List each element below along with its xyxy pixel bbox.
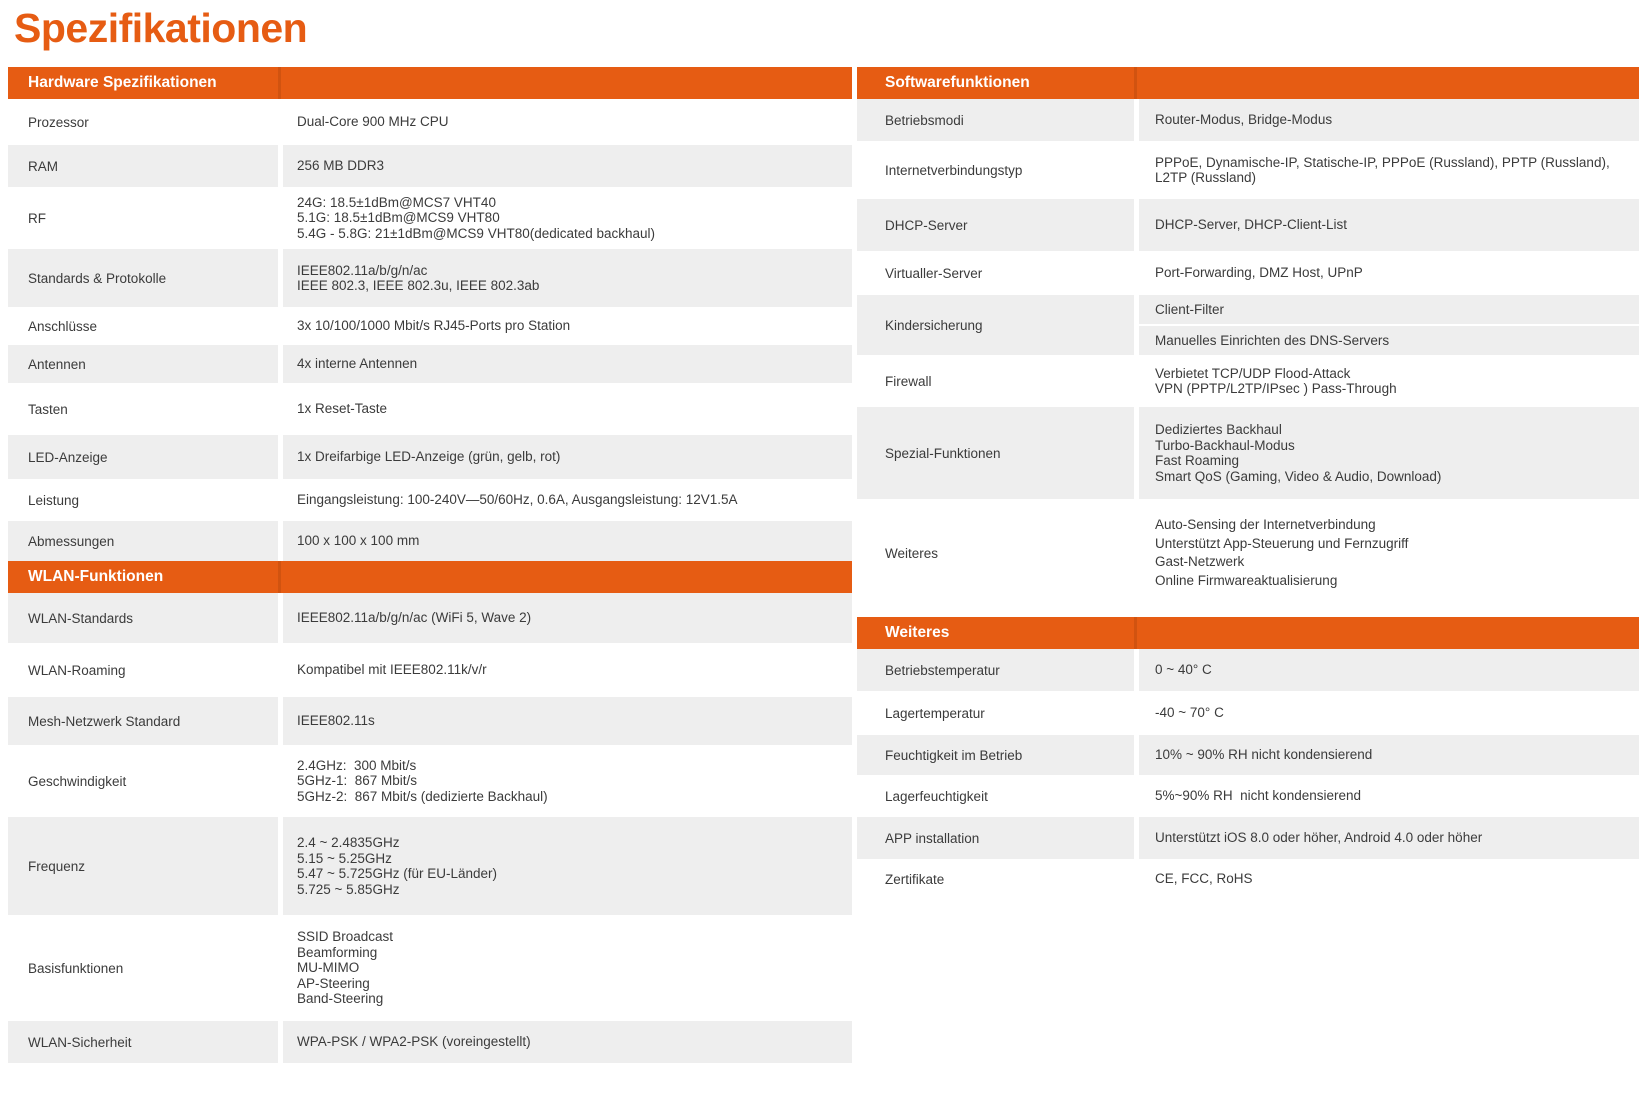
row-value-line: 5GHz-2: 867 Mbit/s (dedizierte Backhaul) xyxy=(297,788,548,804)
row-value-line: Verbietet TCP/UDP Flood-Attack xyxy=(1155,365,1351,381)
row-antennen xyxy=(8,345,852,383)
row-wlan-standards xyxy=(8,593,852,643)
row-betriebsmodi xyxy=(857,99,1639,141)
row-zertifikate xyxy=(857,859,1639,899)
row-standards-protokolle xyxy=(8,249,852,307)
row-weiteres xyxy=(857,499,1639,607)
row-label: Frequenz xyxy=(8,817,278,915)
row-value xyxy=(1139,295,1639,355)
row-value-line: 100 x 100 x 100 mm xyxy=(297,533,420,549)
row-value xyxy=(1139,407,1639,499)
row-label: Spezial-Funktionen xyxy=(857,407,1134,499)
row-value xyxy=(283,643,852,697)
row-value-line: Dediziertes Backhaul xyxy=(1155,422,1282,437)
section-weiteres xyxy=(857,617,1639,899)
row-value-line: IEEE802.11a/b/g/n/ac (WiFi 5, Wave 2) xyxy=(297,610,532,626)
row-value-line: 5%~90% RH nicht kondensierend xyxy=(1155,788,1362,804)
row-value xyxy=(283,745,852,817)
row-value xyxy=(1139,199,1639,251)
row-dhcp-server xyxy=(857,199,1639,251)
row-value xyxy=(1139,859,1639,899)
row-label: Leistung xyxy=(28,492,80,508)
row-value xyxy=(283,697,852,745)
row-value xyxy=(1139,251,1639,295)
row-geschwindigkeit xyxy=(8,745,852,817)
row-value-line: 256 MB DDR3 xyxy=(297,158,385,174)
row-label: Betriebstemperatur xyxy=(857,649,1134,691)
row-label: Geschwindigkeit xyxy=(28,773,127,789)
row-value-line: 5GHz-1: 867 Mbit/s xyxy=(297,773,418,789)
row-label: Zertifikate xyxy=(885,871,945,887)
row-label: WLAN-Roaming xyxy=(28,662,126,678)
row-tasten xyxy=(8,383,852,435)
row-label: Mesh-Netzwerk Standard xyxy=(8,697,278,745)
row-label: Weiteres xyxy=(885,545,939,561)
row-value xyxy=(283,187,852,249)
row-value-line: VPN (PPTP/L2TP/IPsec ) Pass-Through xyxy=(1155,381,1397,396)
row-betriebstemperatur xyxy=(857,649,1639,691)
row-wlan-sicherheit xyxy=(8,1021,852,1063)
row-label: Lagertemperatur xyxy=(885,705,985,721)
row-value-line: Port-Forwarding, DMZ Host, UPnP xyxy=(1155,265,1363,281)
row-label: WLAN-Sicherheit xyxy=(8,1021,278,1063)
row-value xyxy=(1139,775,1639,817)
row-value xyxy=(283,915,852,1021)
row-label: LED-Anzeige xyxy=(8,435,278,479)
row-label: Lagerfeuchtigkeit xyxy=(885,788,988,804)
row-value xyxy=(1139,649,1639,691)
row-anschl-sse xyxy=(8,307,852,345)
row-value-line: 2.4 ~ 2.4835GHz xyxy=(297,835,400,850)
row-value xyxy=(1139,355,1639,407)
row-label: Basisfunktionen xyxy=(28,960,124,976)
row-value-line: 5.725 ~ 5.85GHz xyxy=(297,881,400,897)
row-basisfunktionen xyxy=(8,915,852,1021)
row-value xyxy=(283,345,852,383)
row-value-line: -40 ~ 70° C xyxy=(1155,705,1224,721)
row-value-line: Manuelles Einrichten des DNS-Servers xyxy=(1139,326,1639,355)
row-value-line: Turbo-Backhaul-Modus xyxy=(1155,437,1295,453)
software-misc-column xyxy=(857,67,1639,1063)
row-value-line: Fast Roaming xyxy=(1155,453,1240,468)
row-value-line: Unterstützt iOS 8.0 oder höher, Android 4.0 oder höher xyxy=(1155,830,1483,846)
row-label: Standards & Protokolle xyxy=(8,249,278,307)
section-hardware-spezifikationen xyxy=(8,67,852,561)
row-label: Prozessor xyxy=(28,114,89,130)
row-value-line: CE, FCC, RoHS xyxy=(1155,871,1253,887)
section-softwarefunktionen xyxy=(857,67,1639,607)
row-value-line: Router-Modus, Bridge-Modus xyxy=(1155,112,1333,128)
row-value xyxy=(283,817,852,915)
row-value-line: 5.15 ~ 5.25GHz xyxy=(297,850,392,866)
row-value-line: AP-Steering xyxy=(297,975,370,991)
row-virtualler-server xyxy=(857,251,1639,295)
row-value-line: 5.47 ~ 5.725GHz (für EU-Länder) xyxy=(297,866,497,881)
row-value xyxy=(283,99,852,145)
row-value-line: WPA-PSK / WPA2-PSK (voreingestellt) xyxy=(297,1034,531,1050)
row-value xyxy=(283,521,852,561)
row-value-line: 5.4G - 5.8G: 21±1dBm@MCS9 VHT80(dedicated backhaul) xyxy=(297,225,656,241)
row-leistung xyxy=(8,479,852,521)
row-value-line: 3x 10/100/1000 Mbit/s RJ45-Ports pro Station xyxy=(297,318,571,334)
row-spezial-funktionen xyxy=(857,407,1639,499)
row-firewall xyxy=(857,355,1639,407)
section-header-weiteres: Weiteres xyxy=(857,617,1639,649)
row-value-line: 10% ~ 90% RH nicht kondensierend xyxy=(1155,747,1373,763)
section-header-softwarefunktionen: Softwarefunktionen xyxy=(857,67,1639,99)
row-value-line: 5.1G: 18.5±1dBm@MCS9 VHT80 xyxy=(297,210,500,226)
row-label: RF xyxy=(28,210,46,226)
row-value-line: Eingangsleistung: 100-240V—50/60Hz, 0.6A, Ausgangsleistung: 12V1.5A xyxy=(297,492,738,508)
row-value-line: Dual-Core 900 MHz CPU xyxy=(297,114,449,130)
row-label: WLAN-Standards xyxy=(8,593,278,643)
row-led-anzeige xyxy=(8,435,852,479)
row-value-line: Band-Steering xyxy=(297,991,384,1007)
row-value-line: Smart QoS (Gaming, Video & Audio, Download) xyxy=(1155,468,1442,484)
row-value-line: Online Firmwareaktualisierung xyxy=(1155,572,1338,588)
row-value xyxy=(1139,99,1639,141)
section-wlan-funktionen xyxy=(8,561,852,1063)
row-value-line: SSID Broadcast xyxy=(297,929,394,945)
row-label: Antennen xyxy=(8,345,278,383)
row-label: Abmessungen xyxy=(8,521,278,561)
row-value xyxy=(1139,499,1639,607)
row-value xyxy=(283,593,852,643)
row-value-line: 24G: 18.5±1dBm@MCS7 VHT40 xyxy=(297,194,496,210)
row-label: DHCP-Server xyxy=(857,199,1134,251)
row-value xyxy=(283,479,852,521)
row-lagertemperatur xyxy=(857,691,1639,735)
row-label: Virtualler-Server xyxy=(885,265,983,281)
row-ram xyxy=(8,145,852,187)
row-value xyxy=(1139,817,1639,859)
row-value-line: 0 ~ 40° C xyxy=(1155,662,1212,678)
row-label: Internetverbindungstyp xyxy=(885,162,1023,178)
row-lagerfeuchtigkeit xyxy=(857,775,1639,817)
row-value-line: Client-Filter xyxy=(1139,295,1639,324)
row-value-line: IEEE802.11s xyxy=(297,713,375,729)
row-value xyxy=(283,383,852,435)
row-label: RAM xyxy=(8,145,278,187)
row-value xyxy=(283,307,852,345)
row-value-line: MU-MIMO xyxy=(297,960,360,976)
row-value-line: 4x interne Antennen xyxy=(297,356,418,372)
row-label: Feuchtigkeit im Betrieb xyxy=(857,735,1134,775)
row-value-line: 2.4GHz: 300 Mbit/s xyxy=(297,757,417,773)
row-label: Anschlüsse xyxy=(28,318,98,334)
row-label: Tasten xyxy=(28,401,68,417)
row-value-line: 1x Reset-Taste xyxy=(297,401,388,417)
row-value xyxy=(283,145,852,187)
row-mesh-netzwerk-standard xyxy=(8,697,852,745)
row-label: Kindersicherung xyxy=(857,295,1134,355)
row-value xyxy=(283,1021,852,1063)
row-value-line: DHCP-Server, DHCP-Client-List xyxy=(1155,217,1348,233)
section-header-wlan-funktionen: WLAN-Funktionen xyxy=(8,561,852,593)
row-abmessungen xyxy=(8,521,852,561)
row-internetverbindungstyp xyxy=(857,141,1639,199)
row-value-line: IEEE 802.3, IEEE 802.3u, IEEE 802.3ab xyxy=(297,278,540,293)
row-label: APP installation xyxy=(857,817,1134,859)
row-frequenz xyxy=(8,817,852,915)
row-label: Betriebsmodi xyxy=(857,99,1134,141)
row-app-installation xyxy=(857,817,1639,859)
row-value xyxy=(283,435,852,479)
row-value-line: Gast-Netzwerk xyxy=(1155,554,1245,569)
row-kindersicherung xyxy=(857,295,1639,355)
row-value-line: 1x Dreifarbige LED-Anzeige (grün, gelb, rot) xyxy=(297,449,561,465)
row-value xyxy=(1139,735,1639,775)
hardware-wlan-column xyxy=(8,67,852,1063)
row-value xyxy=(1139,691,1639,735)
row-value-line: Auto-Sensing der Internetverbindung xyxy=(1155,517,1376,532)
row-rf xyxy=(8,187,852,249)
row-value-line: PPPoE, Dynamische-IP, Statische-IP, PPPoE (Russland), PPTP (Russland), L2TP (Russland) xyxy=(1155,154,1614,185)
spec-columns xyxy=(0,67,1639,1063)
row-value xyxy=(283,249,852,307)
page-title: Spezifikationen xyxy=(14,5,308,51)
row-feuchtigkeit-im-betrieb xyxy=(857,735,1639,775)
row-value-line: Unterstützt App-Steuerung und Fernzugriff xyxy=(1155,535,1409,551)
row-value xyxy=(1139,141,1639,199)
row-prozessor xyxy=(8,99,852,145)
row-value-line: Kompatibel mit IEEE802.11k/v/r xyxy=(297,662,487,678)
row-label: Firewall xyxy=(885,373,932,389)
row-value-line: Beamforming xyxy=(297,944,378,960)
row-wlan-roaming xyxy=(8,643,852,697)
section-header-hardware-spezifikationen: Hardware Spezifikationen xyxy=(8,67,852,99)
row-value-line: IEEE802.11a/b/g/n/ac xyxy=(297,262,428,278)
